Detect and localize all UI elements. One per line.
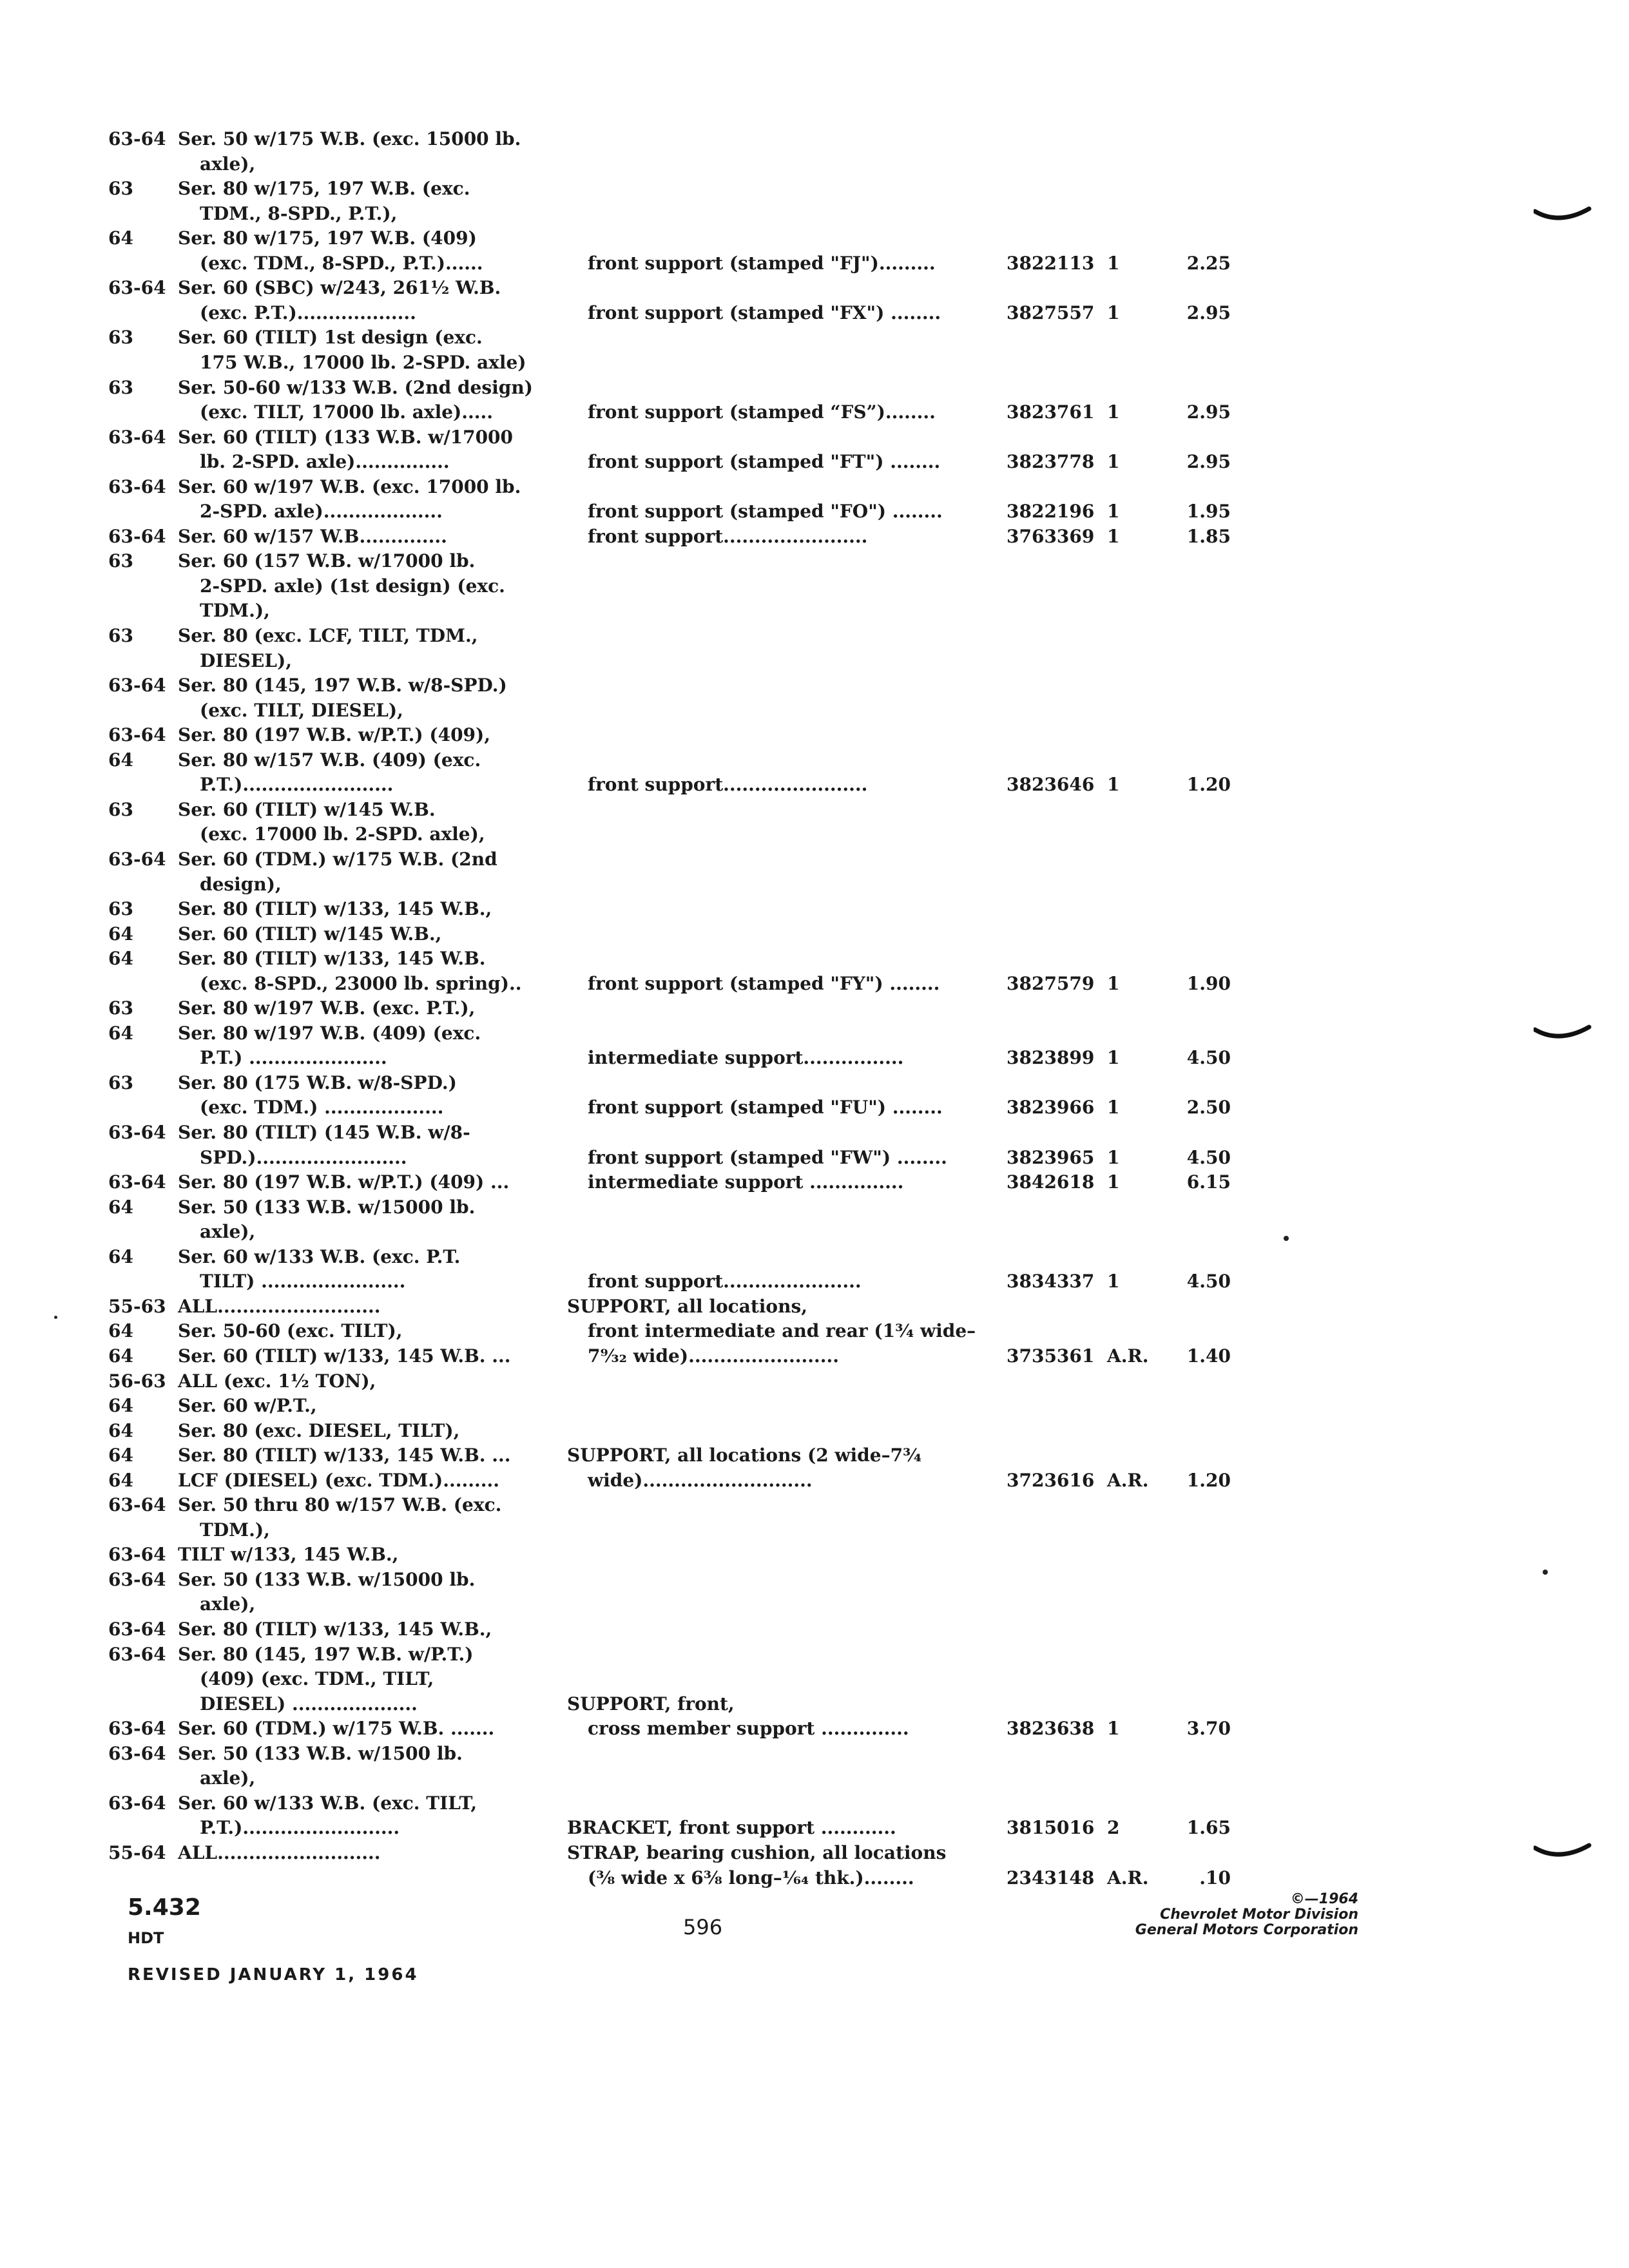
quantity: 1 [1107, 451, 1120, 472]
model-application: Ser. 80 (TILT) w/133, 145 W.B. [178, 948, 486, 969]
part-number: 3823638 [1007, 1718, 1095, 1739]
part-description: (⅜ wide x 6⅜ long–¹⁄₆₄ thk.)........ [588, 1867, 914, 1888]
quantity: A.R. [1107, 1345, 1149, 1367]
model-application: Ser. 60 (TDM.) w/175 W.B. ....... [178, 1718, 495, 1739]
model-year: 63 [108, 997, 133, 1019]
parts-row [0, 722, 1629, 748]
model-year: 63-64 [108, 1792, 166, 1814]
margin-tick-mark [1534, 1024, 1592, 1044]
model-year: 63 [108, 625, 133, 646]
part-description: front support (stamped "FU") ........ [588, 1097, 943, 1118]
model-application: Ser. 60 (TILT) w/145 W.B., [178, 923, 442, 945]
part-number: 3735361 [1007, 1345, 1095, 1367]
parts-row [0, 1070, 1629, 1096]
model-application: Ser. 80 (145, 197 W.B. w/8-SPD.) [178, 675, 507, 696]
model-application: Ser. 50 (133 W.B. w/15000 lb. [178, 1196, 476, 1218]
parts-row [0, 375, 1629, 401]
quantity: 1 [1107, 302, 1120, 323]
part-description: SUPPORT, front, [567, 1693, 735, 1715]
list-price: 2.95 [1186, 451, 1231, 472]
list-price: 1.85 [1186, 526, 1231, 547]
model-year: 63-64 [108, 526, 166, 547]
model-application: Ser. 80 w/175, 197 W.B. (409) [178, 227, 477, 249]
part-number: 3823966 [1007, 1097, 1095, 1118]
part-description: intermediate support ............... [588, 1171, 904, 1193]
parts-row [0, 847, 1629, 872]
model-application: Ser. 60 w/197 W.B. (exc. 17000 lb. [178, 476, 521, 497]
model-application: Ser. 80 (TILT) (145 W.B. w/8- [178, 1122, 470, 1143]
parts-row [0, 1244, 1629, 1270]
parts-row [0, 1815, 1629, 1841]
quantity: A.R. [1107, 1470, 1149, 1491]
model-application: Ser. 50 thru 80 w/157 W.B. (exc. [178, 1494, 502, 1515]
part-number: 3823646 [1007, 774, 1095, 795]
list-price: 1.65 [1186, 1817, 1231, 1838]
margin-tick-mark [1534, 206, 1592, 226]
model-year: 63-64 [108, 1619, 166, 1640]
model-year: 64 [108, 1023, 133, 1044]
parts-row [0, 126, 1629, 152]
parts-row [0, 1468, 1629, 1494]
model-application: DIESEL), [200, 650, 292, 671]
model-year: 64 [108, 1445, 133, 1466]
parts-row [0, 176, 1629, 202]
model-application: Ser. 50 (133 W.B. w/15000 lb. [178, 1569, 476, 1590]
quantity: 1 [1107, 1097, 1120, 1118]
corporation-name: General Motors Corporation [1135, 1922, 1358, 1938]
parts-row [0, 399, 1629, 425]
model-year: 63-64 [108, 724, 166, 745]
parts-row [0, 747, 1629, 773]
parts-row [0, 1492, 1629, 1518]
parts-row [0, 275, 1629, 301]
list-price: .10 [1199, 1867, 1231, 1888]
parts-row [0, 946, 1629, 972]
model-year: 63 [108, 898, 133, 919]
parts-row [0, 921, 1629, 947]
part-description: wide)........................... [588, 1470, 813, 1491]
list-price: 1.90 [1186, 973, 1231, 994]
model-application: axle), [200, 1593, 256, 1615]
model-application: Ser. 60 w/133 W.B. (exc. TILT, [178, 1792, 477, 1814]
quantity: 1 [1107, 253, 1120, 274]
model-year: 64 [108, 1345, 133, 1367]
quantity: 2 [1107, 1817, 1120, 1838]
model-application: TDM.), [200, 1519, 270, 1541]
part-description: SUPPORT, all locations (2 wide–7¾ [567, 1445, 922, 1466]
parts-row [0, 1369, 1629, 1394]
parts-row [0, 548, 1629, 574]
model-year: 63 [108, 327, 133, 348]
model-application: Ser. 60 (TILT) 1st design (exc. [178, 327, 483, 348]
model-application: 2-SPD. axle)................... [200, 501, 443, 522]
model-year: 63-64 [108, 1122, 166, 1143]
parts-row [0, 449, 1629, 475]
speck-mark [54, 1316, 57, 1319]
part-number: 3815016 [1007, 1817, 1095, 1838]
part-number: 3842618 [1007, 1171, 1095, 1193]
model-application: Ser. 60 (SBC) w/243, 261½ W.B. [178, 277, 501, 298]
list-price: 2.95 [1186, 401, 1231, 423]
parts-row [0, 648, 1629, 674]
list-price: 2.95 [1186, 302, 1231, 323]
parts-row [0, 1791, 1629, 1816]
model-year: 63-64 [108, 128, 166, 149]
model-year: 55-63 [108, 1296, 166, 1317]
model-application: Ser. 50-60 w/133 W.B. (2nd design) [178, 377, 533, 398]
model-application: Ser. 60 (TILT) w/145 W.B. [178, 799, 436, 820]
model-application: Ser. 80 (TILT) w/133, 145 W.B., [178, 898, 492, 919]
parts-row [0, 499, 1629, 524]
parts-row [0, 1840, 1629, 1866]
parts-row [0, 698, 1629, 724]
model-year: 64 [108, 1470, 133, 1491]
part-number: 3834337 [1007, 1271, 1095, 1292]
part-description: 7⁹⁄₃₂ wide)........................ [588, 1345, 840, 1367]
model-application: lb. 2-SPD. axle)............... [200, 451, 450, 472]
quantity: 1 [1107, 401, 1120, 423]
model-application: Ser. 50 (133 W.B. w/1500 lb. [178, 1743, 463, 1764]
parts-row [0, 1045, 1629, 1071]
parts-row [0, 1666, 1629, 1692]
model-application: axle), [200, 1221, 256, 1242]
model-year: 56-63 [108, 1370, 166, 1392]
model-application: Ser. 60 w/133 W.B. (exc. P.T. [178, 1246, 461, 1267]
parts-row [0, 1741, 1629, 1767]
model-application: Ser. 80 (TILT) w/133, 145 W.B. ... [178, 1445, 511, 1466]
model-application: SPD.)........................ [200, 1147, 407, 1168]
model-application: Ser. 80 w/157 W.B. (409) (exc. [178, 749, 481, 771]
parts-row [0, 1418, 1629, 1444]
quantity: 1 [1107, 1718, 1120, 1739]
model-year: 63 [108, 377, 133, 398]
copyright-year: ©—1964 [1290, 1891, 1358, 1907]
model-application: Ser. 60 (TDM.) w/175 W.B. (2nd [178, 849, 497, 870]
model-application: axle), [200, 153, 256, 175]
parts-row [0, 1169, 1629, 1195]
parts-row [0, 425, 1629, 450]
model-year: 64 [108, 948, 133, 969]
list-price: 1.20 [1186, 1470, 1231, 1491]
parts-row [0, 1021, 1629, 1046]
part-number: 3763369 [1007, 526, 1095, 547]
part-description: front support (stamped "FT") ........ [588, 451, 941, 472]
model-application: TDM.), [200, 600, 270, 621]
part-description: STRAP, bearing cushion, all locations [567, 1842, 947, 1863]
quantity: 1 [1107, 1271, 1120, 1292]
model-year: 64 [108, 749, 133, 771]
parts-row [0, 896, 1629, 922]
parts-row [0, 1716, 1629, 1742]
list-price: 2.25 [1186, 253, 1231, 274]
quantity: A.R. [1107, 1867, 1149, 1888]
parts-row [0, 1865, 1629, 1891]
model-application: Ser. 80 w/197 W.B. (409) (exc. [178, 1023, 481, 1044]
model-application: axle), [200, 1767, 256, 1789]
parts-row [0, 822, 1629, 847]
parts-row [0, 1567, 1629, 1593]
model-year: 63 [108, 550, 133, 572]
model-application: (exc. TDM., 8-SPD., P.T.)...... [200, 253, 483, 274]
list-price: 4.50 [1186, 1271, 1231, 1292]
parts-row [0, 995, 1629, 1021]
model-application: 175 W.B., 17000 lb. 2-SPD. axle) [200, 352, 526, 373]
model-application: (exc. TILT, DIESEL), [200, 700, 403, 721]
model-application: P.T.) ...................... [200, 1047, 387, 1068]
part-description: front support (stamped “FS”)........ [588, 401, 936, 423]
part-description: front support....................... [588, 774, 868, 795]
model-year: 63-64 [108, 1569, 166, 1590]
model-year: 63-64 [108, 1718, 166, 1739]
quantity: 1 [1107, 1047, 1120, 1068]
model-application: TDM., 8-SPD., P.T.), [200, 203, 398, 224]
model-application: Ser. 80 (197 W.B. w/P.T.) (409) ... [178, 1171, 510, 1193]
parts-row [0, 772, 1629, 798]
parts-row [0, 1294, 1629, 1320]
part-number: 3822113 [1007, 253, 1095, 274]
part-number: 3823761 [1007, 401, 1095, 423]
parts-row [0, 251, 1629, 276]
part-number: 3822196 [1007, 501, 1095, 522]
part-number: 2343148 [1007, 1867, 1095, 1888]
quantity: 1 [1107, 973, 1120, 994]
model-application: Ser. 60 w/157 W.B.............. [178, 526, 447, 547]
model-year: 64 [108, 1420, 133, 1441]
parts-row [0, 1393, 1629, 1419]
part-description: front support (stamped "FO") ........ [588, 501, 943, 522]
model-application: Ser. 50 w/175 W.B. (exc. 15000 lb. [178, 128, 521, 149]
parts-row [0, 1195, 1629, 1220]
model-application: Ser. 60 (TILT) (133 W.B. w/17000 [178, 427, 514, 448]
parts-row [0, 1642, 1629, 1667]
part-description: front support (stamped "FW") ........ [588, 1147, 947, 1168]
parts-row [0, 1765, 1629, 1791]
parts-row [0, 151, 1629, 177]
parts-row [0, 598, 1629, 624]
model-year: 63-64 [108, 476, 166, 497]
list-price: 1.40 [1186, 1345, 1231, 1367]
part-description: front support (stamped "FY") ........ [588, 973, 940, 994]
parts-row [0, 1343, 1629, 1369]
part-description: front support....................... [588, 526, 868, 547]
model-year: 63 [108, 178, 133, 199]
quantity: 1 [1107, 501, 1120, 522]
parts-row [0, 226, 1629, 251]
model-year: 63-64 [108, 849, 166, 870]
model-application: (exc. TDM.) ................... [200, 1097, 444, 1118]
parts-row [0, 1617, 1629, 1642]
parts-row [0, 1542, 1629, 1568]
parts-row [0, 1120, 1629, 1146]
part-description: front support (stamped "FX") ........ [588, 302, 941, 323]
quantity: 1 [1107, 1171, 1120, 1193]
model-year: 64 [108, 923, 133, 945]
model-year: 63-64 [108, 675, 166, 696]
model-application: (exc. 8-SPD., 23000 lb. spring).. [200, 973, 522, 994]
model-year: 64 [108, 1395, 133, 1416]
parts-row [0, 1517, 1629, 1543]
parts-row [0, 797, 1629, 823]
model-year: 63 [108, 799, 133, 820]
model-year: 63-64 [108, 427, 166, 448]
model-application: ALL.......................... [178, 1296, 381, 1317]
part-description: BRACKET, front support ............ [567, 1817, 896, 1838]
model-application: LCF (DIESEL) (exc. TDM.)......... [178, 1470, 499, 1491]
model-year: 63-64 [108, 277, 166, 298]
parts-row [0, 350, 1629, 376]
model-application: Ser. 80 (197 W.B. w/P.T.) (409), [178, 724, 491, 745]
list-price: 2.50 [1186, 1097, 1231, 1118]
model-year: 63-64 [108, 1494, 166, 1515]
list-price: 3.70 [1186, 1718, 1231, 1739]
parts-row [0, 1219, 1629, 1245]
list-price: 6.15 [1186, 1171, 1231, 1193]
list-price: 4.50 [1186, 1047, 1231, 1068]
parts-row [0, 474, 1629, 500]
model-application: ALL (exc. 1½ TON), [178, 1370, 376, 1392]
part-number: 3823899 [1007, 1047, 1095, 1068]
model-application: Ser. 80 w/197 W.B. (exc. P.T.), [178, 997, 476, 1019]
quantity: 1 [1107, 526, 1120, 547]
parts-row [0, 201, 1629, 227]
model-application: P.T.)......................... [200, 1817, 400, 1838]
part-description: intermediate support................ [588, 1047, 904, 1068]
parts-row [0, 623, 1629, 649]
model-application: (exc. TILT, 17000 lb. axle)..... [200, 401, 494, 423]
section-number: 5.432 [128, 1894, 201, 1921]
quantity: 1 [1107, 1147, 1120, 1168]
model-application: Ser. 60 w/P.T., [178, 1395, 317, 1416]
parts-row [0, 1443, 1629, 1468]
model-application: Ser. 50-60 (exc. TILT), [178, 1320, 403, 1341]
parts-row [0, 524, 1629, 550]
model-application: Ser. 80 (exc. LCF, TILT, TDM., [178, 625, 478, 646]
model-application: Ser. 80 w/175, 197 W.B. (exc. [178, 178, 470, 199]
part-number: 3823965 [1007, 1147, 1095, 1168]
model-year: 63-64 [108, 1743, 166, 1764]
model-application: Ser. 80 (TILT) w/133, 145 W.B., [178, 1619, 492, 1640]
speck-mark [1284, 1236, 1289, 1241]
part-description: front support (stamped "FJ")......... [588, 253, 936, 274]
parts-row [0, 1269, 1629, 1294]
quantity: 1 [1107, 774, 1120, 795]
part-number: 3723616 [1007, 1470, 1095, 1491]
list-price: 1.20 [1186, 774, 1231, 795]
margin-tick-mark [1534, 1843, 1592, 1862]
model-application: 2-SPD. axle) (1st design) (exc. [200, 575, 505, 597]
model-application: P.T.)........................ [200, 774, 394, 795]
model-year: 63-64 [108, 1644, 166, 1665]
copyright-block [1135, 1892, 1358, 1938]
model-application: TILT) ....................... [200, 1271, 406, 1292]
part-description: cross member support .............. [588, 1718, 909, 1739]
part-description: front intermediate and rear (1¾ wide– [588, 1320, 976, 1341]
model-application: DIESEL) .................... [200, 1693, 418, 1715]
section-code: HDT [128, 1929, 164, 1947]
model-application: Ser. 80 (exc. DIESEL, TILT), [178, 1420, 460, 1441]
page-number: 596 [683, 1915, 723, 1939]
model-application: Ser. 80 (175 W.B. w/8-SPD.) [178, 1072, 457, 1093]
model-application: (409) (exc. TDM., TILT, [200, 1668, 434, 1689]
parts-row [0, 673, 1629, 698]
part-number: 3823778 [1007, 451, 1095, 472]
model-year: 63-64 [108, 1171, 166, 1193]
parts-row [0, 573, 1629, 599]
parts-row [0, 1145, 1629, 1171]
parts-row [0, 325, 1629, 351]
model-year: 63 [108, 1072, 133, 1093]
model-year: 64 [108, 1246, 133, 1267]
part-number: 3827579 [1007, 973, 1095, 994]
part-description: front support...................... [588, 1271, 862, 1292]
model-application: (exc. P.T.)................... [200, 302, 416, 323]
speck-mark [1543, 1570, 1548, 1575]
part-description: SUPPORT, all locations, [567, 1296, 807, 1317]
model-application: ALL.......................... [178, 1842, 381, 1863]
parts-row [0, 1318, 1629, 1344]
model-application: Ser. 60 (TILT) w/133, 145 W.B. ... [178, 1345, 511, 1367]
model-application: TILT w/133, 145 W.B., [178, 1544, 399, 1565]
parts-row [0, 872, 1629, 898]
parts-row [0, 300, 1629, 326]
parts-row [0, 1095, 1629, 1120]
parts-row [0, 1591, 1629, 1617]
part-number: 3827557 [1007, 302, 1095, 323]
model-application: Ser. 60 (157 W.B. w/17000 lb. [178, 550, 476, 572]
model-application: Ser. 80 (145, 197 W.B. w/P.T.) [178, 1644, 474, 1665]
revision-date: REVISED JANUARY 1, 1964 [128, 1965, 419, 1984]
model-year: 55-64 [108, 1842, 166, 1863]
model-year: 64 [108, 227, 133, 249]
model-application: design), [200, 874, 282, 895]
model-year: 63-64 [108, 1544, 166, 1565]
list-price: 1.95 [1186, 501, 1231, 522]
model-application: (exc. 17000 lb. 2-SPD. axle), [200, 823, 485, 845]
model-year: 64 [108, 1196, 133, 1218]
list-price: 4.50 [1186, 1147, 1231, 1168]
parts-row [0, 1691, 1629, 1717]
parts-row [0, 971, 1629, 997]
division-name: Chevrolet Motor Division [1160, 1907, 1358, 1923]
model-year: 64 [108, 1320, 133, 1341]
